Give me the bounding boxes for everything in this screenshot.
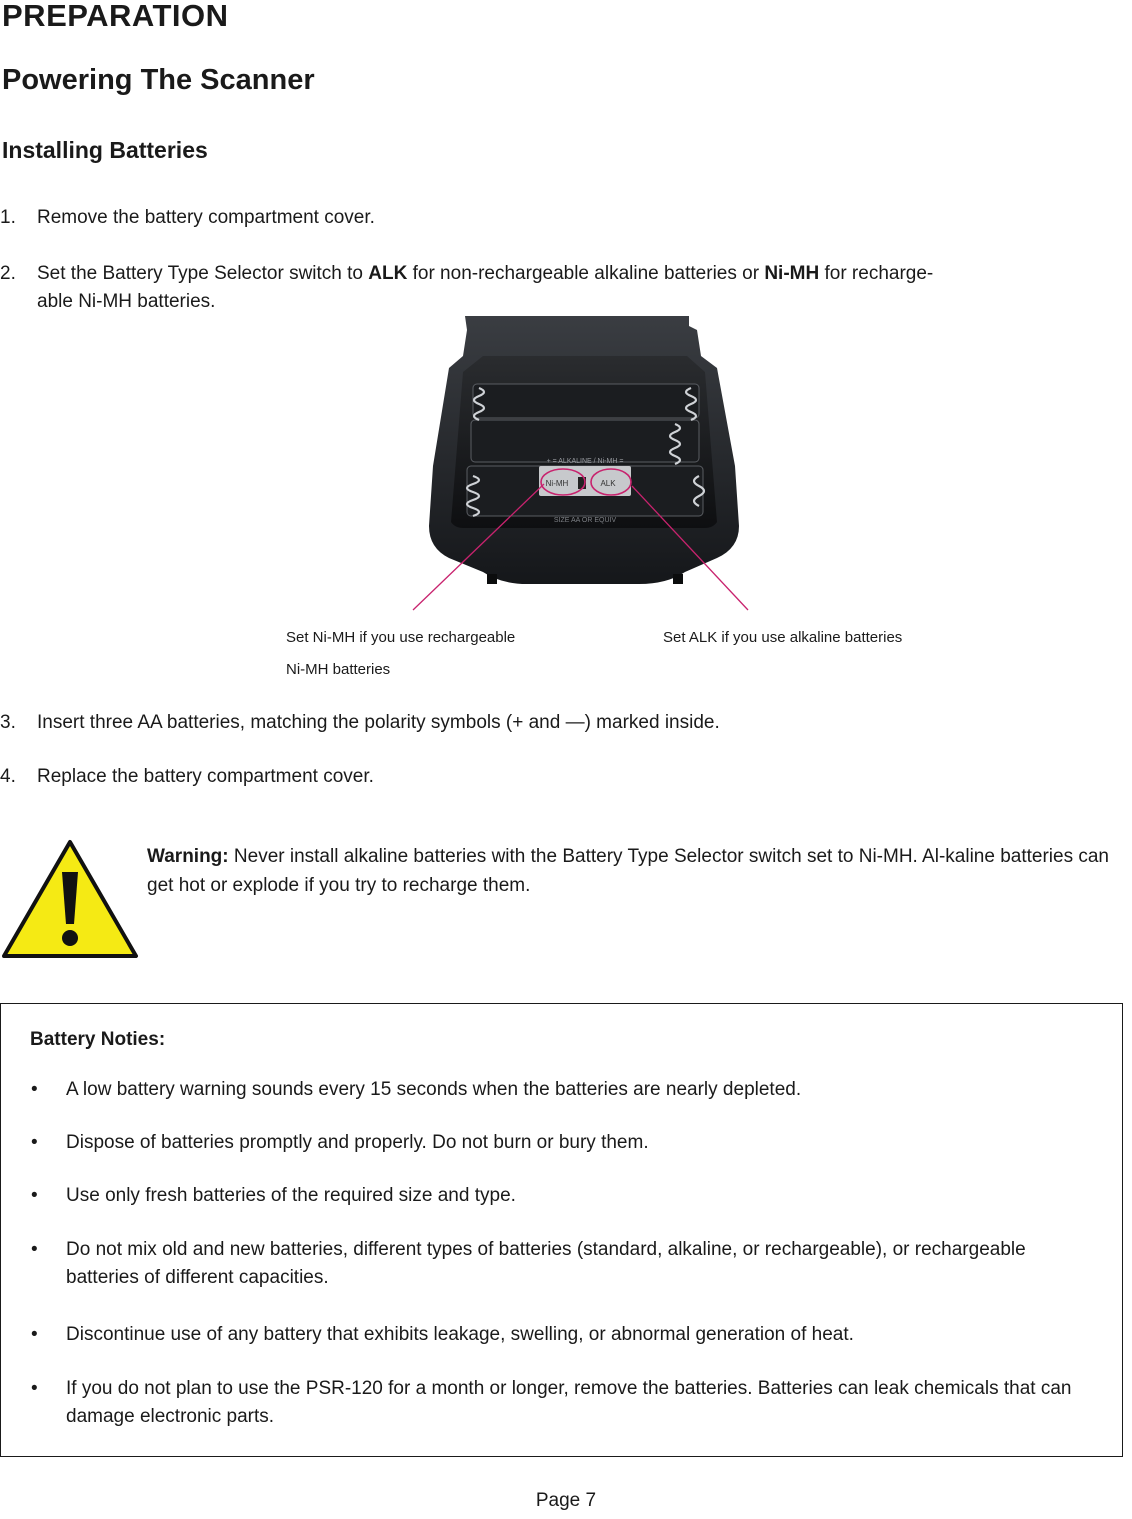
caption-alk: Set ALK if you use alkaline batteries bbox=[663, 629, 903, 646]
size-imprint: SIZE AA OR EQUIV bbox=[553, 517, 617, 524]
caption-line: Set Ni-MH if you use rechargeable bbox=[286, 629, 516, 646]
svg-text:+ = ALKALINE / Ni-MH =: + = ALKALINE / Ni-MH = bbox=[546, 458, 624, 465]
note-text: Use only fresh batteries of the required size and type. bbox=[66, 1185, 516, 1206]
nimh-label: Ni-MH bbox=[764, 263, 820, 284]
step-text-part: for recharge- bbox=[819, 263, 934, 284]
step-text-part: able Ni-MH batteries. bbox=[37, 291, 216, 312]
note-text: Dispose of batteries promptly and properly. Do not burn or bury them. bbox=[66, 1132, 649, 1153]
caption-nimh bbox=[286, 623, 515, 684]
bullet: • bbox=[31, 1378, 38, 1399]
section-heading: PREPARATION bbox=[2, 0, 229, 33]
battery-notes-box bbox=[0, 1003, 1123, 1457]
note-text: A low battery warning sounds every 15 seconds when the batteries are nearly depleted. bbox=[66, 1079, 802, 1100]
step-number: 3. bbox=[0, 712, 16, 733]
warning-label: Warning: bbox=[147, 846, 229, 867]
switch-label-nimh: Ni-MH bbox=[545, 479, 569, 488]
warning-triangle-icon bbox=[0, 838, 140, 960]
step-number: 2. bbox=[0, 263, 16, 284]
alk-label: ALK bbox=[368, 263, 408, 284]
step-text: Replace the battery compartment cover. bbox=[37, 766, 374, 787]
step-number: 4. bbox=[0, 766, 16, 787]
page-title: Powering The Scanner bbox=[2, 64, 315, 96]
step-text-part: Set the Battery Type Selector switch to bbox=[37, 263, 369, 284]
bullet: • bbox=[31, 1185, 38, 1206]
bullet: • bbox=[31, 1079, 38, 1100]
page-number: Page 7 bbox=[535, 1490, 597, 1511]
warning-body: Never install alkaline batteries with the Battery Type Selector switch set to Ni-MH. Al-kaline batteries can get hot or explode if you try to recharge them. bbox=[147, 846, 1109, 896]
bullet: • bbox=[31, 1239, 38, 1260]
battery-compartment-figure bbox=[0, 316, 1132, 686]
caption-line: Ni-MH batteries bbox=[286, 661, 391, 678]
bullet: • bbox=[31, 1132, 38, 1153]
note-text: Discontinue use of any battery that exhibits leakage, swelling, or abnormal generation of heat. bbox=[66, 1324, 854, 1345]
notes-title: Battery Noties: bbox=[30, 1029, 166, 1050]
step-number: 1. bbox=[0, 207, 16, 228]
warning-message bbox=[147, 842, 1127, 900]
bullet: • bbox=[31, 1324, 38, 1345]
step-text bbox=[37, 260, 1127, 316]
note-text: Do not mix old and new batteries, different types of batteries (standard, alkaline, or rechargeable), or rechargeable batteries of different capacities. bbox=[66, 1239, 1026, 1288]
switch-label-alk: ALK bbox=[600, 479, 616, 488]
subsection-heading: Installing Batteries bbox=[2, 137, 208, 163]
step-text: Insert three AA batteries, matching the polarity symbols (+ and —) marked inside. bbox=[37, 712, 720, 733]
callout-lines bbox=[0, 316, 1132, 616]
step-text: Remove the battery compartment cover. bbox=[37, 207, 375, 228]
step-text-part: for non-rechargeable alkaline batteries or bbox=[407, 263, 765, 284]
note-text: If you do not plan to use the PSR-120 for a month or longer, remove the batteries. Batteries can leak chemicals that can damage electronic parts. bbox=[66, 1378, 1072, 1427]
